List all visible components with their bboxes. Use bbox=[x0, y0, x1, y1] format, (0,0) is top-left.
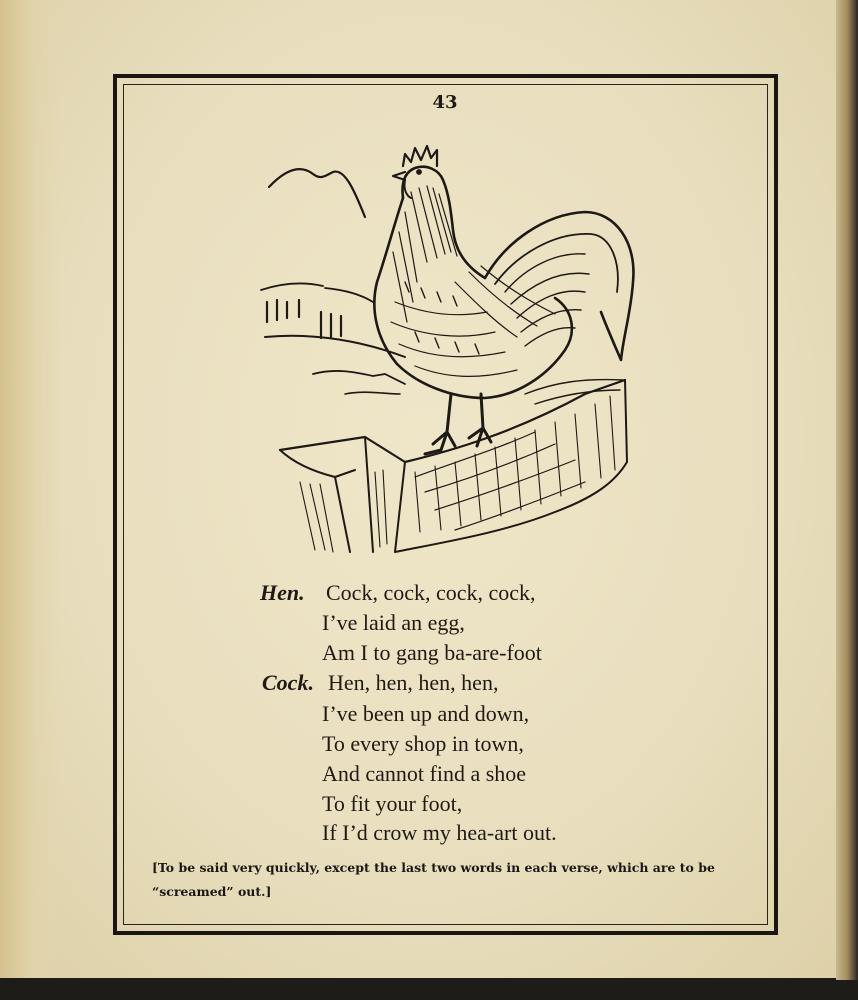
speaker-hen: Hen. bbox=[260, 580, 305, 605]
verse-line: I’ve laid an egg, bbox=[322, 610, 465, 635]
page-number: 43 bbox=[432, 92, 458, 113]
verse-line: I’ve been up and down, bbox=[322, 701, 530, 726]
rooster-engraving-icon bbox=[255, 132, 640, 557]
verse-line: Cock, cock, cock, cock, bbox=[326, 580, 536, 605]
page-gutter bbox=[0, 0, 60, 978]
book-bottom-edge bbox=[0, 978, 858, 1000]
verse-line: If I’d crow my hea-art out. bbox=[322, 820, 557, 845]
verse-line: And cannot find a shoe bbox=[322, 761, 527, 786]
verse-line: Hen, hen, hen, hen, bbox=[328, 670, 499, 695]
page-right-edge bbox=[836, 0, 858, 980]
verse-line: Am I to gang ba-are-foot bbox=[322, 640, 542, 665]
speaker-cock: Cock. bbox=[262, 670, 314, 695]
footnote: [To be said very quickly, except the last two words in each verse, which are to be “screamed” out.] bbox=[152, 860, 715, 899]
verse-line: To fit your foot, bbox=[322, 791, 463, 816]
verse-line: To every shop in town, bbox=[322, 731, 524, 756]
